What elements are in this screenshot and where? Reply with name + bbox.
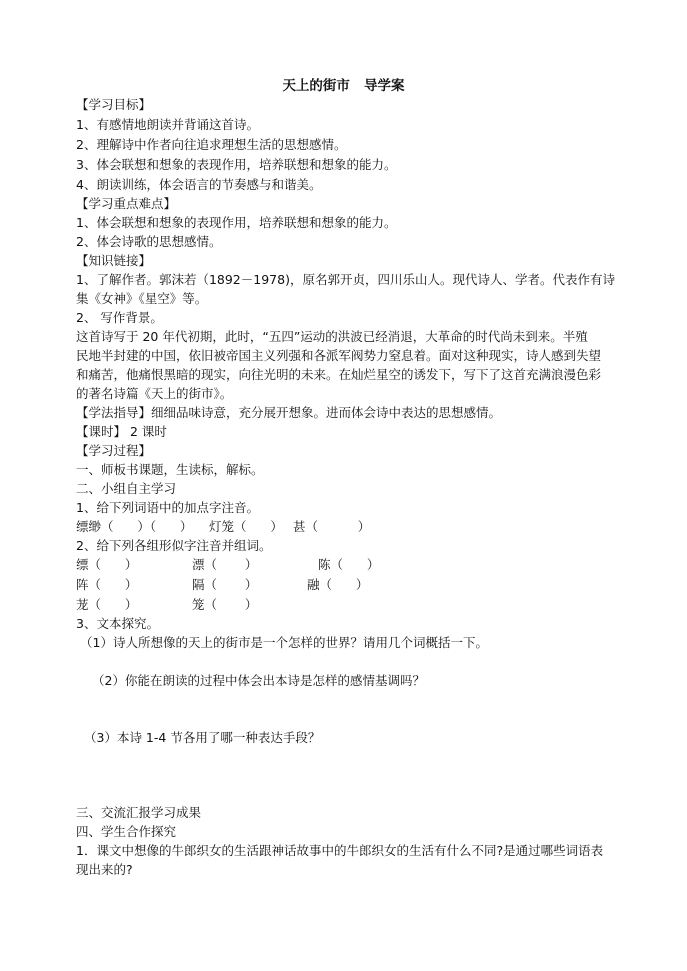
background-line: 民地半封建的中国，依旧被帝国主义列强和各派军阀势力窒息着。面对这种现实，诗人感到失望: [76, 348, 602, 363]
author-intro-line: 集《女神》《星空》等。: [76, 291, 208, 306]
exercise-question: 2、给下列各组形似字注音并组词。: [76, 538, 272, 553]
word-blank[interactable]: 阵（ ）: [76, 577, 138, 592]
author-intro-line: 1、了解作者。郭沫若（1892－1978)，原名郭开贞，四川乐山人。现代诗人、学者。代表作有诗: [76, 272, 615, 287]
background-heading: 2、 写作背景。: [76, 310, 163, 325]
pinyin-blank[interactable]: 甚（ ）: [293, 519, 371, 534]
cooperation-question: 1．课文中想像的牛郎织女的生活跟神话故事中的牛郎织女的生活有什么不同?是通过哪些词语表: [76, 843, 604, 858]
exploration-question: （3）本诗 1-4 节各用了哪一种表达手段？: [84, 730, 321, 745]
process-heading: 【学习过程】: [76, 443, 152, 458]
exercise-question: 3、文本探究。: [76, 616, 159, 631]
process-step: 一、师板书课题，生读标，解标。: [76, 462, 264, 477]
word-blank[interactable]: 陈（ ）: [318, 557, 380, 572]
word-blank[interactable]: 缥（ ）: [76, 557, 138, 572]
exploration-question: （1）诗人所想像的天上的街市是一个怎样的世界？请用几个词概括一下。: [80, 635, 488, 650]
word-blank[interactable]: 融（ ）: [307, 577, 369, 592]
goals-heading: 【学习目标】: [76, 97, 152, 112]
cooperation-question: 现出来的?: [76, 862, 133, 877]
knowledge-heading: 【知识链接】: [76, 253, 152, 268]
background-line: 这首诗写于 20 年代初期，此时，“五四”运动的洪波已经消退，大革命的时代尚未到来。半殖: [76, 329, 588, 344]
exercise-question: 1、给下列词语中的加点字注音。: [76, 500, 259, 515]
document-title: 天上的街市 导学案: [282, 78, 405, 94]
pinyin-blank[interactable]: 缥缈（ ）（ ）: [76, 519, 193, 534]
key-point-item: 1、体会联想和想象的表现作用，培养联想和想象的能力。: [76, 215, 397, 230]
exploration-question: （2）你能在朗读的过程中体会出本诗是怎样的感情基调吗？: [92, 673, 425, 688]
key-point-item: 2、体会诗歌的思想感情。: [76, 234, 222, 249]
process-step: 二、小组自主学习: [76, 481, 177, 496]
goal-item: 2、理解诗中作者向往追求理想生活的思想感情。: [76, 137, 347, 152]
word-blank[interactable]: 茏（ ）: [76, 597, 138, 612]
background-line: 的著名诗篇《天上的街市》。: [76, 386, 233, 401]
class-hours: 【课时】 2 课时: [76, 424, 167, 439]
method-guide: 【学法指导】细细品味诗意，充分展开想象。进而体会诗中表达的思想感情。: [76, 405, 502, 420]
process-step: 三、交流汇报学习成果: [76, 805, 202, 820]
word-blank[interactable]: 漂（ ）: [192, 557, 258, 572]
process-step: 四、学生合作探究: [76, 824, 177, 839]
word-blank[interactable]: 隔（ ）: [192, 577, 258, 592]
pinyin-blank[interactable]: 灯笼（ ）: [209, 519, 283, 534]
goal-item: 3、体会联想和想象的表现作用，培养联想和想象的能力。: [76, 157, 397, 172]
goal-item: 1、有感情地朗读并背诵这首诗。: [76, 117, 259, 132]
key-points-heading: 【学习重点难点】: [76, 196, 177, 211]
background-line: 和痛苦，他痛恨黑暗的现实，向往光明的未来。在灿烂星空的诱发下，写下了这首充满浪漫色彩: [76, 367, 602, 382]
word-blank[interactable]: 笼（ ）: [192, 597, 258, 612]
goal-item: 4、朗读训练，体会语言的节奏感与和谐美。: [76, 177, 322, 192]
